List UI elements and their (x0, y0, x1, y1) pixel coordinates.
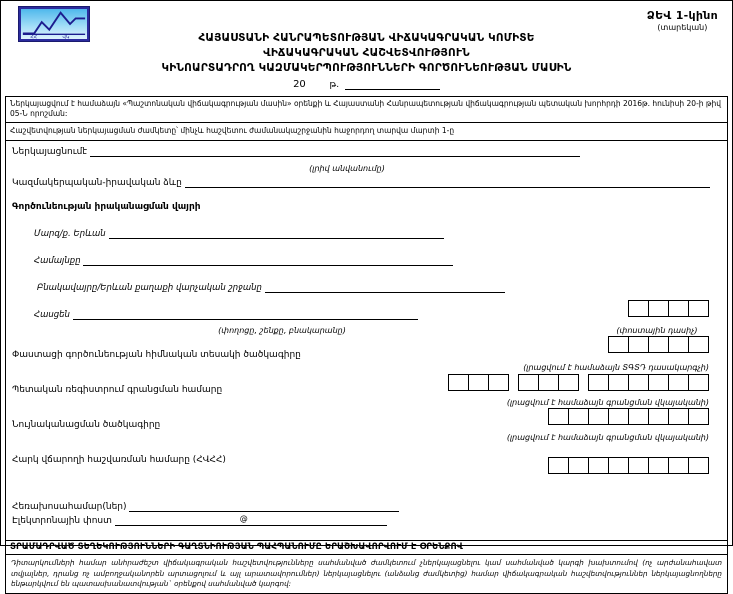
svg-text:ՀՀ: ՀՀ (30, 35, 38, 39)
state-register-cell[interactable] (468, 374, 489, 391)
identification-caption: (լրացվում է համաձայն գրանցման վկայականի) (506, 433, 709, 443)
phone-label: Հեռախոսահամար(ներ) (12, 502, 127, 513)
community-row (12, 256, 721, 283)
identification-cell[interactable] (548, 408, 569, 425)
state-register-cell[interactable] (558, 374, 579, 391)
email-input-line[interactable] (115, 516, 387, 526)
identification-label: Նույնականացման ծածկագիրը (12, 420, 161, 431)
activity-code-cell[interactable] (628, 336, 649, 353)
title-line-3: ԿԻՆՈԱՐՏԱԴՐՈՂ ԿԱԶՄԱԿԵՐՊՈՒԹՅՈՒՆՆԵՐԻ ԳՈՐԾՈՒՆԵՈՒԹՅԱՆ ՄԱՍԻՆ (161, 61, 572, 74)
state-register-cell[interactable] (488, 374, 509, 391)
address-row (12, 310, 721, 326)
region-row (12, 229, 721, 256)
logo-chart-icon (21, 9, 87, 39)
form-code-sub: (տարեկան) (657, 22, 708, 32)
submitter-row (12, 147, 721, 164)
year-input-line[interactable] (345, 79, 440, 90)
taxpayer-cell[interactable] (648, 457, 669, 474)
region-label: Մարզ/ք. Երևան (34, 229, 106, 240)
phone-row (12, 502, 721, 516)
taxpayer-boxes[interactable] (548, 457, 709, 474)
state-register-row (12, 385, 721, 398)
postal-code-cell[interactable] (688, 300, 709, 317)
activity-code-label: Փաստացի գործունեության հիմնական տեսակի ծածկագիրը (12, 350, 301, 361)
activity-code-cell[interactable] (668, 336, 689, 353)
postal-code-cell[interactable] (648, 300, 669, 317)
state-register-cell[interactable] (518, 374, 539, 391)
settlement-row (12, 283, 721, 310)
phone-input-line[interactable] (129, 502, 399, 512)
legal-basis-text: Ներկայացվում է համաձայն «Պաշտոնական վիճակագրության մասին» օրենքի և Հայաստանի Հանրապետության վիճակագրության պետական խորհրդի 2016թ. հունիսի 20-ի թիվ 05-Ն որոշման: (10, 99, 721, 119)
reporting-year-row (1, 79, 732, 90)
taxpayer-cell[interactable] (548, 457, 569, 474)
postal-caption: (փոստային դասիչ) (616, 326, 698, 336)
title-line-2: ՎԻՃԱԿԱԳՐԱԿԱՆ ՀԱՇՎԵՏՎՈՒԹՅՈՒՆ (263, 46, 470, 59)
legal-form-input-line[interactable] (185, 178, 710, 188)
activity-code-row (12, 350, 721, 363)
identification-boxes[interactable] (548, 408, 709, 425)
identification-cell[interactable] (588, 408, 609, 425)
form-body (5, 141, 728, 541)
activity-place-heading (12, 202, 721, 229)
state-register-cell[interactable] (648, 374, 669, 391)
taxpayer-cell[interactable] (588, 457, 609, 474)
state-register-label: Պետական ռեգիստրում գրանցման համարը (12, 385, 223, 396)
confidentiality-body (5, 555, 728, 593)
state-register-cell[interactable] (668, 374, 689, 391)
state-register-cell[interactable] (588, 374, 609, 391)
identification-row (12, 420, 721, 433)
state-register-group-1[interactable] (448, 374, 509, 391)
year-prefix: 20 (293, 79, 306, 90)
activity-code-cell[interactable] (608, 336, 629, 353)
submitter-caption: (լրիվ անվանումը) (309, 164, 385, 174)
legal-form-label: Կազմակերպական-իրավական ձևը (12, 178, 182, 189)
identification-cell[interactable] (568, 408, 589, 425)
year-suffix: թ. (329, 80, 340, 90)
taxpayer-cell[interactable] (688, 457, 709, 474)
identification-cell[interactable] (688, 408, 709, 425)
community-input-line[interactable] (83, 256, 453, 266)
state-register-cell[interactable] (608, 374, 629, 391)
state-register-cell[interactable] (688, 374, 709, 391)
taxpayer-row (12, 455, 721, 468)
legal-form-row (12, 178, 721, 202)
state-register-group-3[interactable] (588, 374, 709, 391)
activity-place-label: Գործունեության իրականացման վայրի (12, 202, 201, 213)
state-register-cell[interactable] (538, 374, 559, 391)
postal-code-boxes[interactable] (628, 300, 709, 317)
address-caption: (փողոցը, շենքը, բնակարանը) (218, 326, 346, 336)
community-label: Համայնքը (34, 256, 81, 267)
form-titles (101, 31, 632, 76)
postal-code-cell[interactable] (668, 300, 689, 317)
settlement-input-line[interactable] (265, 283, 505, 293)
activity-code-cell[interactable] (648, 336, 669, 353)
taxpayer-cell[interactable] (668, 457, 689, 474)
legal-basis-note (5, 96, 728, 123)
state-register-group-2[interactable] (518, 374, 579, 391)
settlement-label: Բնակավայրը/Երևան քաղաքի վարչական շրջանը (37, 283, 262, 294)
submitter-label: Ներկայացնումէ (12, 147, 88, 158)
form-header (1, 1, 732, 96)
identification-cell[interactable] (668, 408, 689, 425)
activity-code-boxes[interactable] (608, 336, 709, 353)
confidentiality-body-text: Դիտարկումների համար անհրաժեշտ վիճակագրական հաշվետվությունները սահմանված ժամկետում չներկայացնելու կամ սահմանված կարգի խախտումով (ոչ արժանահավատ տվյալներ, դրանց ոչ ամբողջականորեն արտացոլում և այլ արատավորումներ) ներկայացնելու (անձանց ժամկետից) համար վիճակագրական հաշվետվություններ ներկայացնողները ենթարկվում են պատասխանատվության` օրենքով սահմանված կարգով: (11, 558, 722, 589)
form-code-block (647, 9, 718, 33)
armstat-logo (18, 6, 90, 42)
submitter-input-line[interactable] (90, 147, 580, 157)
postal-code-cell[interactable] (628, 300, 649, 317)
address-label: Հասցեն (34, 310, 70, 321)
logo-graphic-icon (21, 9, 87, 39)
identification-cell[interactable] (628, 408, 649, 425)
deadline-note (5, 123, 728, 141)
identification-cell[interactable] (608, 408, 629, 425)
title-line-1: ՀԱՅԱՍՏԱՆԻ ՀԱՆՐԱՊԵՏՈՒԹՅԱՆ ՎԻՃԱԿԱԳՐԱԿԱՆ ԿՈՄԻՏԵ (198, 32, 535, 44)
taxpayer-cell[interactable] (568, 457, 589, 474)
region-input-line[interactable] (109, 229, 444, 239)
activity-code-cell[interactable] (688, 336, 709, 353)
taxpayer-cell[interactable] (608, 457, 629, 474)
identification-cell[interactable] (648, 408, 669, 425)
taxpayer-label: Հարկ վճարողի հաշվառման համարը (ՀՎՀՀ) (12, 455, 226, 466)
taxpayer-cell[interactable] (628, 457, 649, 474)
confidentiality-title (5, 541, 728, 555)
activity-code-caption: (լրացվում է համաձայն ՏԳՏԴ դասակարգչի) (523, 363, 709, 373)
email-row (12, 516, 721, 530)
address-input-line[interactable] (73, 310, 418, 320)
state-register-cell[interactable] (448, 374, 469, 391)
email-label: Էլեկտրոնային փոստ (12, 516, 112, 527)
state-register-cell[interactable] (628, 374, 649, 391)
at-sign-icon: @ (239, 514, 248, 524)
state-register-caption: (լրացվում է համաձայն գրանցման վկայականի) (506, 398, 709, 408)
confidentiality-title-text: ՏՐԱՄԱԴՐՎԱԾ ՏԵՂԵԿՈՒԹՅՈՒՆՆԵՐԻ ԳԱՂՏՆԻՈՒԹՅԱՆ ՊԱՀՊԱՆՈՒՄԸ ԵՐԱՇԽԱՎՈՐՎՈՒՄ Է ՕՐԵՆՔՈՎ (10, 542, 463, 553)
svg-text:ՎԿ: ՎԿ (62, 35, 70, 39)
deadline-text: Հաշվետվության ներկայացման ժամկետը՝ մինչև հաշվետու ժամանակաշրջանին հաջորդող տարվա մարտի 1-ը (10, 126, 455, 136)
state-register-boxes[interactable] (448, 374, 709, 391)
form-code-main: ՁԵՎ 1-կինո (646, 9, 718, 22)
